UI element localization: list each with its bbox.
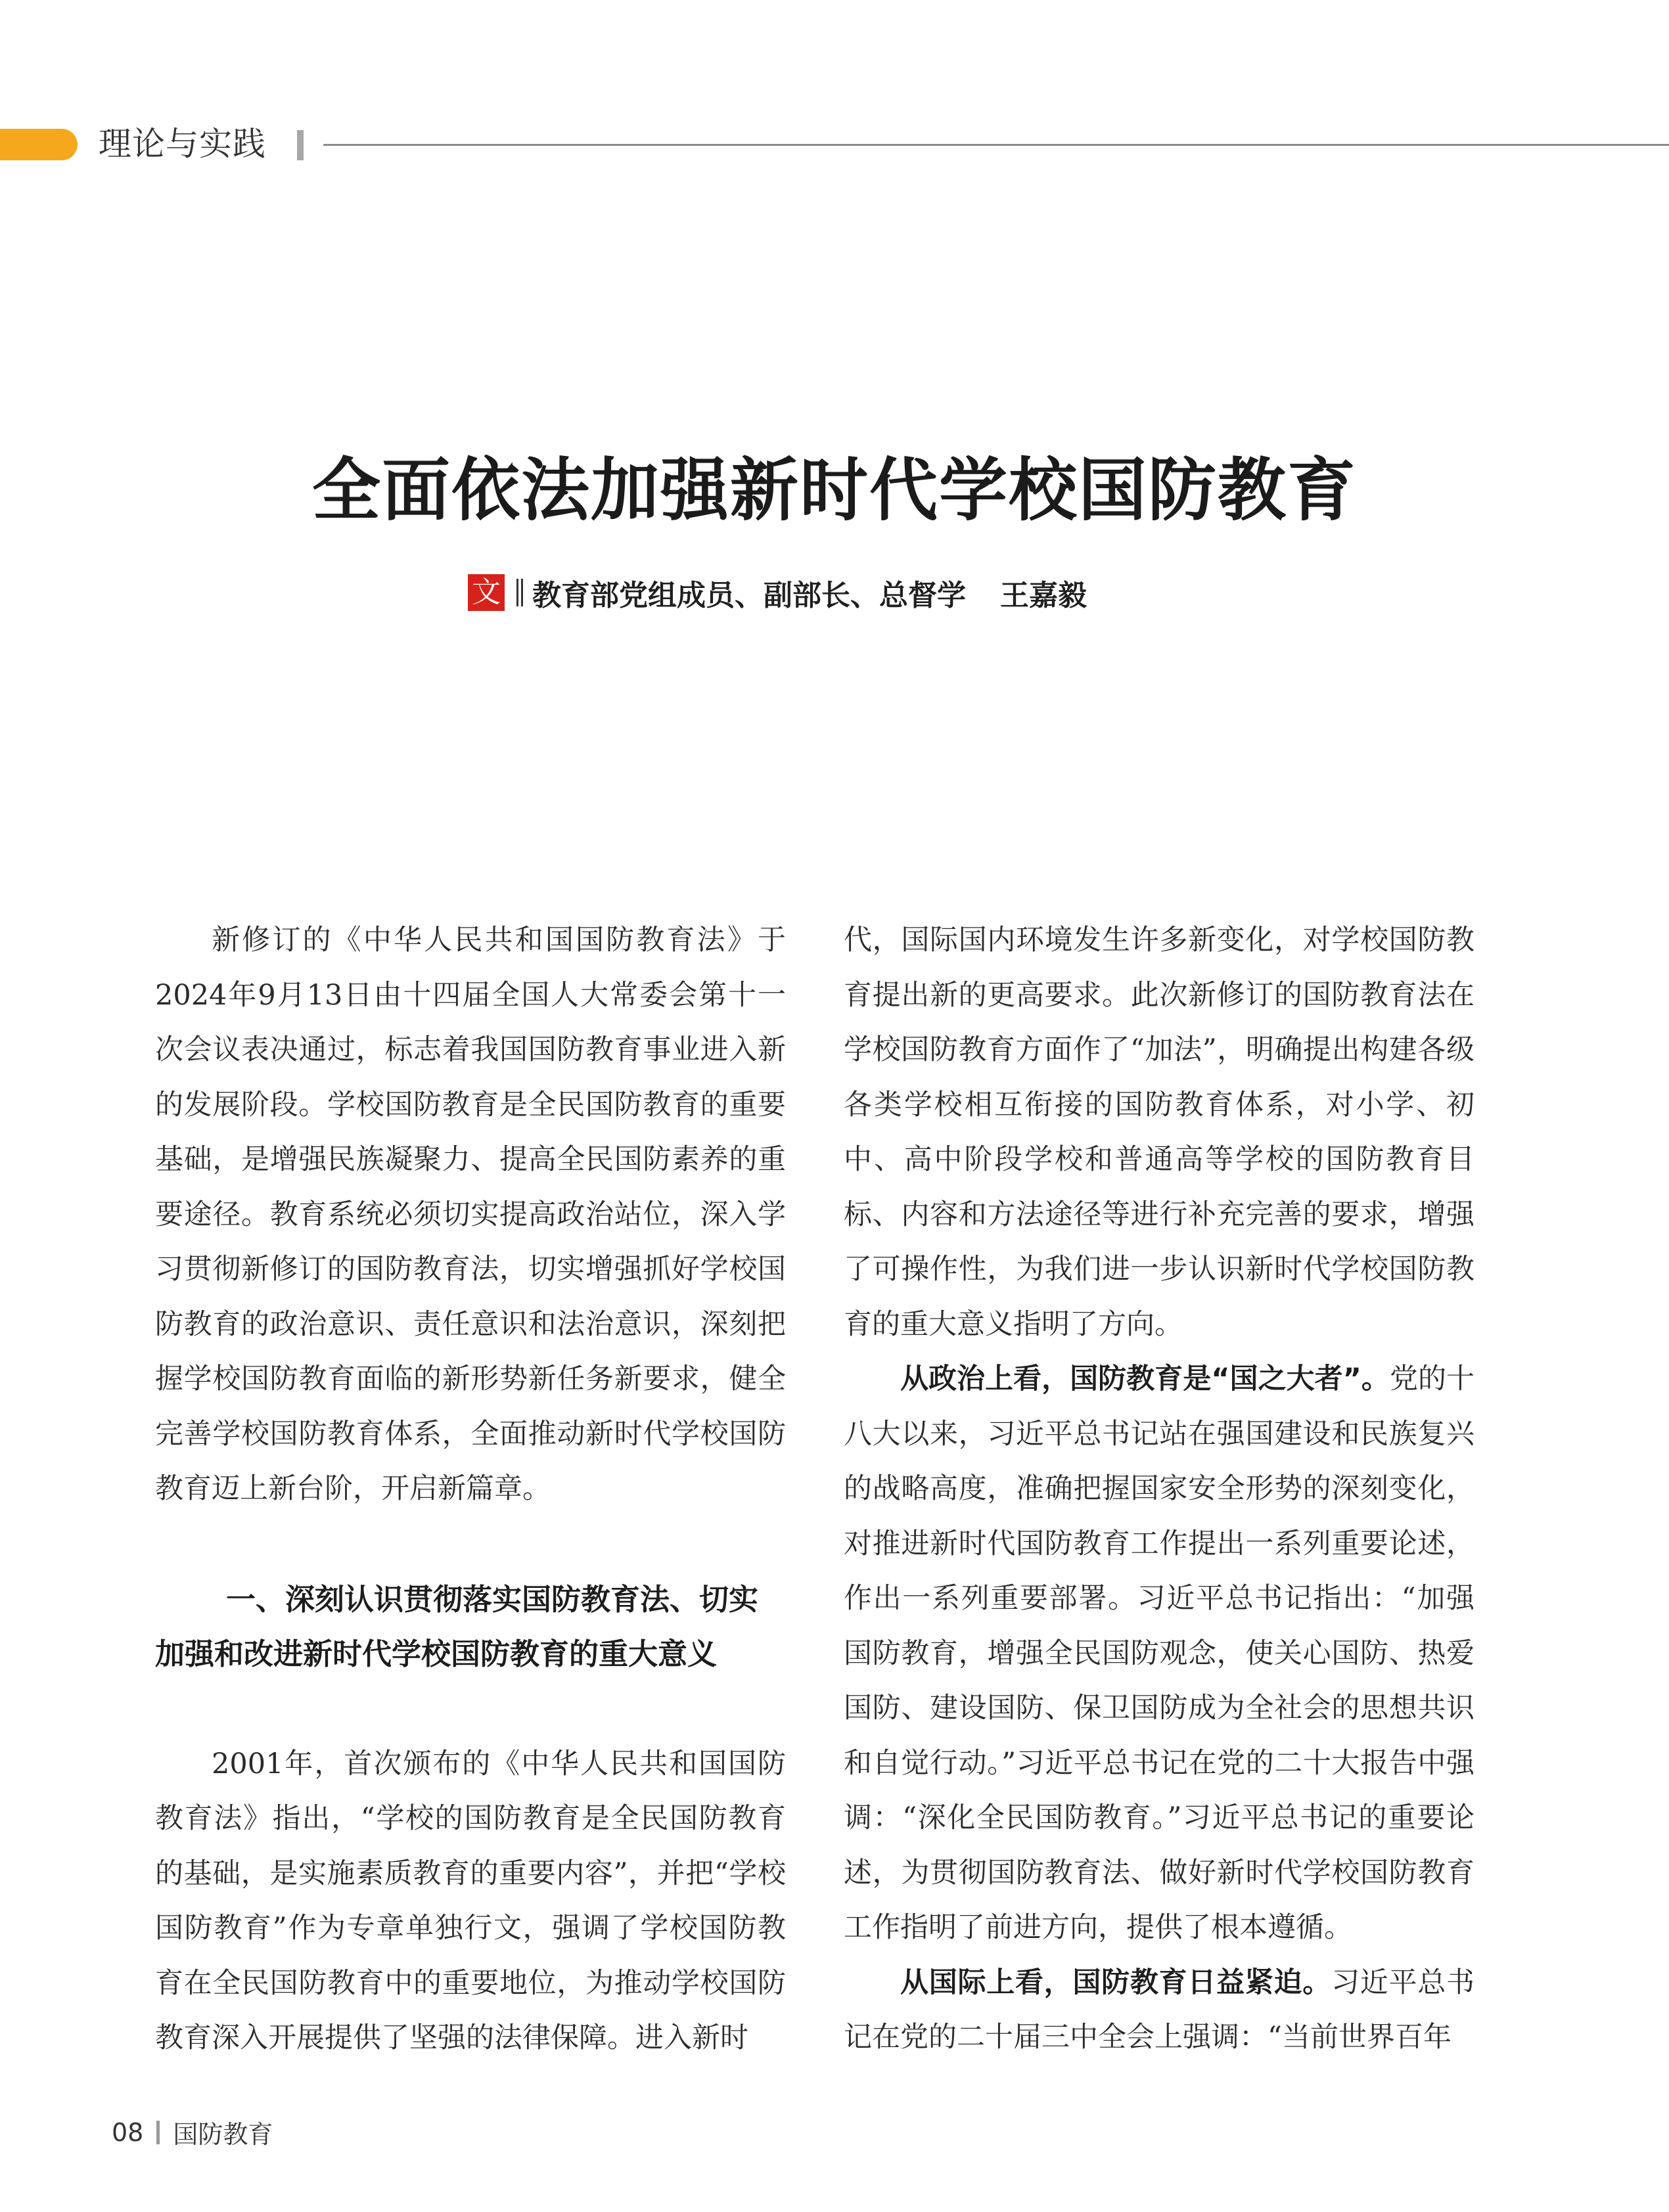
byline-badge: 文 xyxy=(468,574,505,611)
section-heading-line-2: 加强和改进新时代学校国防教育的重大意义 xyxy=(155,1636,718,1671)
author-role: 教育部党组成员、副部长、总督学 xyxy=(532,579,966,612)
article-title: 全面依法加强新时代学校国防教育 xyxy=(311,450,1357,530)
footer-divider xyxy=(156,2121,160,2144)
paragraph-intro: 新修订的《中华人民共和国国防教育法》于2024年9月13日由十四届全国人大常委会第十一次会议表决通过，标志着我国国防教育事业进入新的发展阶段。学校国防教育是全民国防教育的重要基础，是增强民族凝聚力、提高全民国防素养的重要途径。教育系统必须切实提高政治站位，深入学习贯彻新修订的国防教育法，切实增强抓好学校国防教育的政治意识、责任意识和法治意识，深刻把握学校国防教育面临的新形势新任务新要求，健全完善学校国防教育体系，全面推动新时代学校国防教育迈上新台阶，开启新篇章。 xyxy=(155,924,786,1505)
paragraph-2001-law-continued: 代，国际国内环境发生许多新变化，对学校国防教育提出新的更高要求。此次新修订的国防教育法在学校国防教育方面作了“加法”，明确提出构建各级各类学校相互衔接的国防教育体系，对小学、初中、高中阶段学校和普通高等学校的国防教育目标、内容和方法途径等进行补充完善的要求，增强了可操作性，为我们进一步认识新时代学校国防教育的重大意义指明了方向。 xyxy=(844,924,1475,1341)
paragraph-political xyxy=(844,1352,1475,1956)
magazine-name: 国防教育 xyxy=(173,2120,273,2149)
paragraph-political-lead: 从政治上看，国防教育是“国之大者”。 xyxy=(900,1363,1390,1395)
section-tab-marker xyxy=(0,129,78,160)
paragraph-political-text: 党的十八大以来，习近平总书记站在强国建设和民族复兴的战略高度，准确把握国家安全形势的深刻变化，对推进新时代国防教育工作提出一系列重要论述，作出一系列重要部署。习近平总书记指出：“加强国防教育，增强全民国防观念，使关心国防、热爱国防、建设国防、保卫国防成为全社会的思想共识和自觉行动。”习近平总书记在党的二十大报告中强调：“深化全民国防教育。”习近平总书记的重要论述，为贯彻国防教育法、做好新时代学校国防教育工作指明了前进方向，提供了根本遵循。 xyxy=(844,1363,1475,1944)
section-heading xyxy=(155,1572,786,1682)
section-heading-line-1: 一、深刻认识贯彻落实国防教育法、切实 xyxy=(226,1581,759,1617)
paragraph-international xyxy=(844,1956,1475,2065)
author-name: 王嘉毅 xyxy=(1000,579,1087,612)
section-divider-bar xyxy=(297,130,304,160)
section-label: 理论与实践 xyxy=(99,125,266,163)
paragraph-international-lead: 从国际上看，国防教育日益紧迫。 xyxy=(900,1966,1332,1999)
page-number: 08 xyxy=(112,2117,144,2147)
right-column xyxy=(844,913,1475,2065)
byline xyxy=(468,572,1087,614)
page-footer xyxy=(112,2114,273,2150)
paragraph-international-text: 习近平总书记在党的二十届三中全会上强调：“当前世界百年 xyxy=(844,1966,1475,2054)
left-column xyxy=(155,913,786,2066)
header-rule xyxy=(323,144,1669,146)
paragraph-2001-law: 2001年，首次颁布的《中华人民共和国国防教育法》指出，“学校的国防教育是全民国防教育的基础，是实施素质教育的重要内容”，并把“学校国防教育”作为专章单独行文，强调了学校国防教育在全民国防教育中的重要地位，为推动学校国防教育深入开展提供了坚强的法律保障。进入新时 xyxy=(155,1747,786,2054)
byline-separator xyxy=(516,579,523,606)
